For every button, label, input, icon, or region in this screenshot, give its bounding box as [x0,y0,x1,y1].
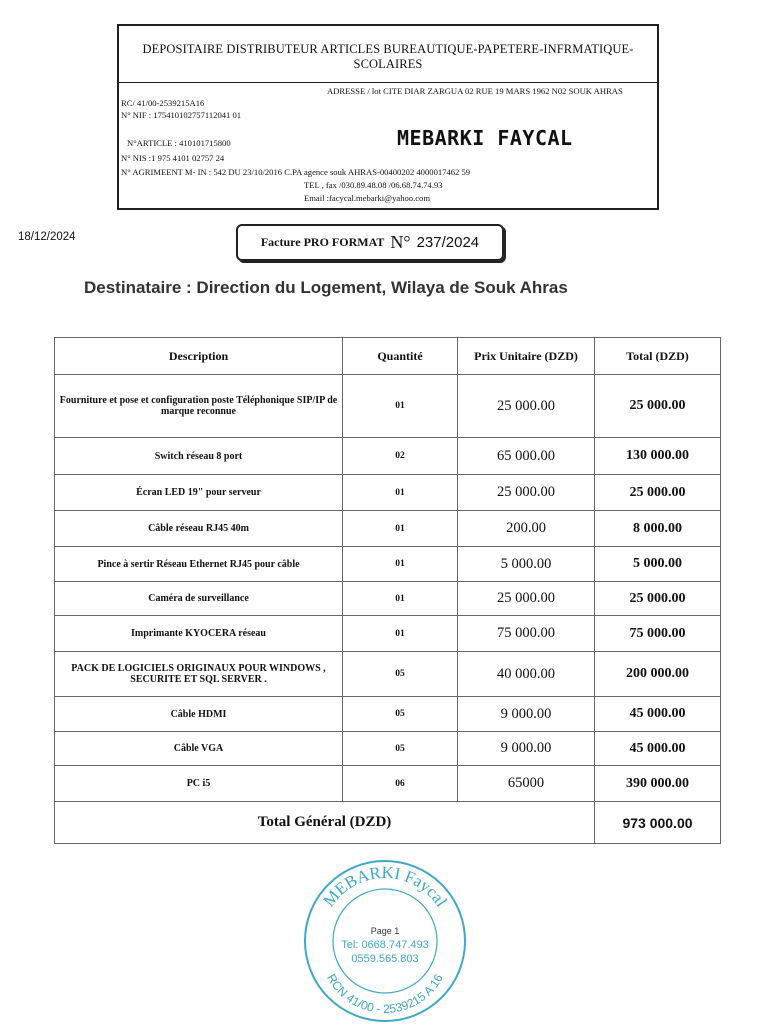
item-quantity: 02 [343,438,458,475]
item-total: 45 000.00 [595,732,721,766]
table-row [55,766,721,802]
item-unit-price: 65 000.00 [458,438,595,475]
item-description: Fourniture et pose et configuration poste Téléphonique SIP/IP de marque reconnue [55,375,343,438]
item-quantity: 01 [343,511,458,547]
item-total: 8 000.00 [595,511,721,547]
table-row [55,438,721,475]
item-description: PACK DE LOGICIELS ORIGINAUX POUR WINDOWS , SECURITE ET SQL SERVER . [55,652,343,697]
table-row [55,475,721,511]
item-unit-price: 200.00 [458,511,595,547]
table-header-row [55,338,721,375]
recipient-line: Destinataire : Direction du Logement, Wilaya de Souk Ahras [84,278,568,297]
table-row [55,732,721,766]
company-rc: RC/ 41/00-2539215A16 [121,98,205,108]
item-quantity: 06 [343,766,458,802]
item-unit-price: 5 000.00 [458,547,595,582]
table-row [55,616,721,652]
header-unit-price: Prix Unitaire (DZD) [458,338,595,375]
table-body [55,375,721,802]
stamp-tel2: 0559.565.803 [351,953,419,965]
item-unit-price: 65000 [458,766,595,802]
company-header-box [117,24,659,210]
invoice-table [54,337,721,844]
item-unit-price: 25 000.00 [458,475,595,511]
item-description: Écran LED 19" pour serveur [55,475,343,511]
item-description: Switch réseau 8 port [55,438,343,475]
item-unit-price: 40 000.00 [458,652,595,697]
item-unit-price: 9 000.00 [458,732,595,766]
table-row [55,652,721,697]
item-unit-price: 25 000.00 [458,582,595,616]
stamp-page-number: Page 1 [370,926,400,936]
table-row [55,375,721,438]
item-total: 25 000.00 [595,582,721,616]
item-unit-price: 9 000.00 [458,697,595,732]
item-total: 25 000.00 [595,475,721,511]
table-row [55,697,721,732]
table-row [55,582,721,616]
invoice-date: 18/12/2024 [18,231,76,243]
company-name: MEBARKI FAYCAL [397,126,573,150]
item-description: Câble HDMI [55,697,343,732]
grand-total-row [55,802,721,844]
company-address: ADRESSE / lot CITE DIAR ZARGUA 02 RUE 19 MARS 1962 N02 SOUK AHRAS [327,86,623,96]
item-total: 75 000.00 [595,616,721,652]
company-email: Email :facycal.mebarki@yahoo.com [304,193,431,203]
item-quantity: 05 [343,697,458,732]
item-total: 200 000.00 [595,652,721,697]
facture-number: 237/2024 [416,234,480,251]
company-tel: TEL , fax /030.89.48.08 /06.68.74.74.93 [304,180,443,190]
company-stamp [300,856,470,1026]
item-unit-price: 75 000.00 [458,616,595,652]
stamp-tel1: Tel: 0668.747.493 [341,939,429,951]
grand-total-value: 973 000.00 [595,802,721,844]
table-row [55,547,721,582]
item-quantity: 01 [343,475,458,511]
facture-number-symbol: N° [390,232,411,252]
company-activity-title: DEPOSITAIRE DISTRIBUTEUR ARTICLES BUREAUTIQUE-PAPETERE-INFRMATIQUE-SCOLAIRES [142,42,634,71]
grand-total-label: Total Général (DZD) [55,802,595,844]
item-total: 25 000.00 [595,375,721,438]
item-quantity: 05 [343,732,458,766]
item-description: Imprimante KYOCERA réseau [55,616,343,652]
header-divider [119,82,657,83]
item-description: PC i5 [55,766,343,802]
item-quantity: 05 [343,652,458,697]
header-description: Description [55,338,343,375]
item-total: 130 000.00 [595,438,721,475]
facture-title-box [236,224,504,261]
table-row [55,511,721,547]
header-quantity: Quantité [343,338,458,375]
item-total: 45 000.00 [595,697,721,732]
company-agrement: N° AGRIMEENT M- IN : 542 DU 23/10/2016 C.PA agence souk AHRAS-00400202 4000017462 59 [121,167,471,177]
item-quantity: 01 [343,616,458,652]
company-nif: N° NIF : 175410102757112041 01 [121,110,242,120]
company-article: N°ARTICLE : 410101715800 [127,138,231,148]
item-description: Câble VGA [55,732,343,766]
item-quantity: 01 [343,375,458,438]
item-quantity: 01 [343,547,458,582]
company-nis: N° NIS :1 975 4101 02757 24 [121,153,225,163]
item-description: Caméra de surveillance [55,582,343,616]
facture-label: Facture PRO FORMAT [260,235,385,249]
item-description: Câble réseau RJ45 40m [55,511,343,547]
stamp-ring-text: MEBARKI Faycal [319,862,452,911]
header-total: Total (DZD) [595,338,721,375]
item-unit-price: 25 000.00 [458,375,595,438]
item-total: 5 000.00 [595,547,721,582]
item-total: 390 000.00 [595,766,721,802]
item-description: Pince à sertir Réseau Ethernet RJ45 pour câble [55,547,343,582]
stamp-bottom-ring-text: RCN 41/00 - 2539215 A 16 [324,971,446,1017]
item-quantity: 01 [343,582,458,616]
